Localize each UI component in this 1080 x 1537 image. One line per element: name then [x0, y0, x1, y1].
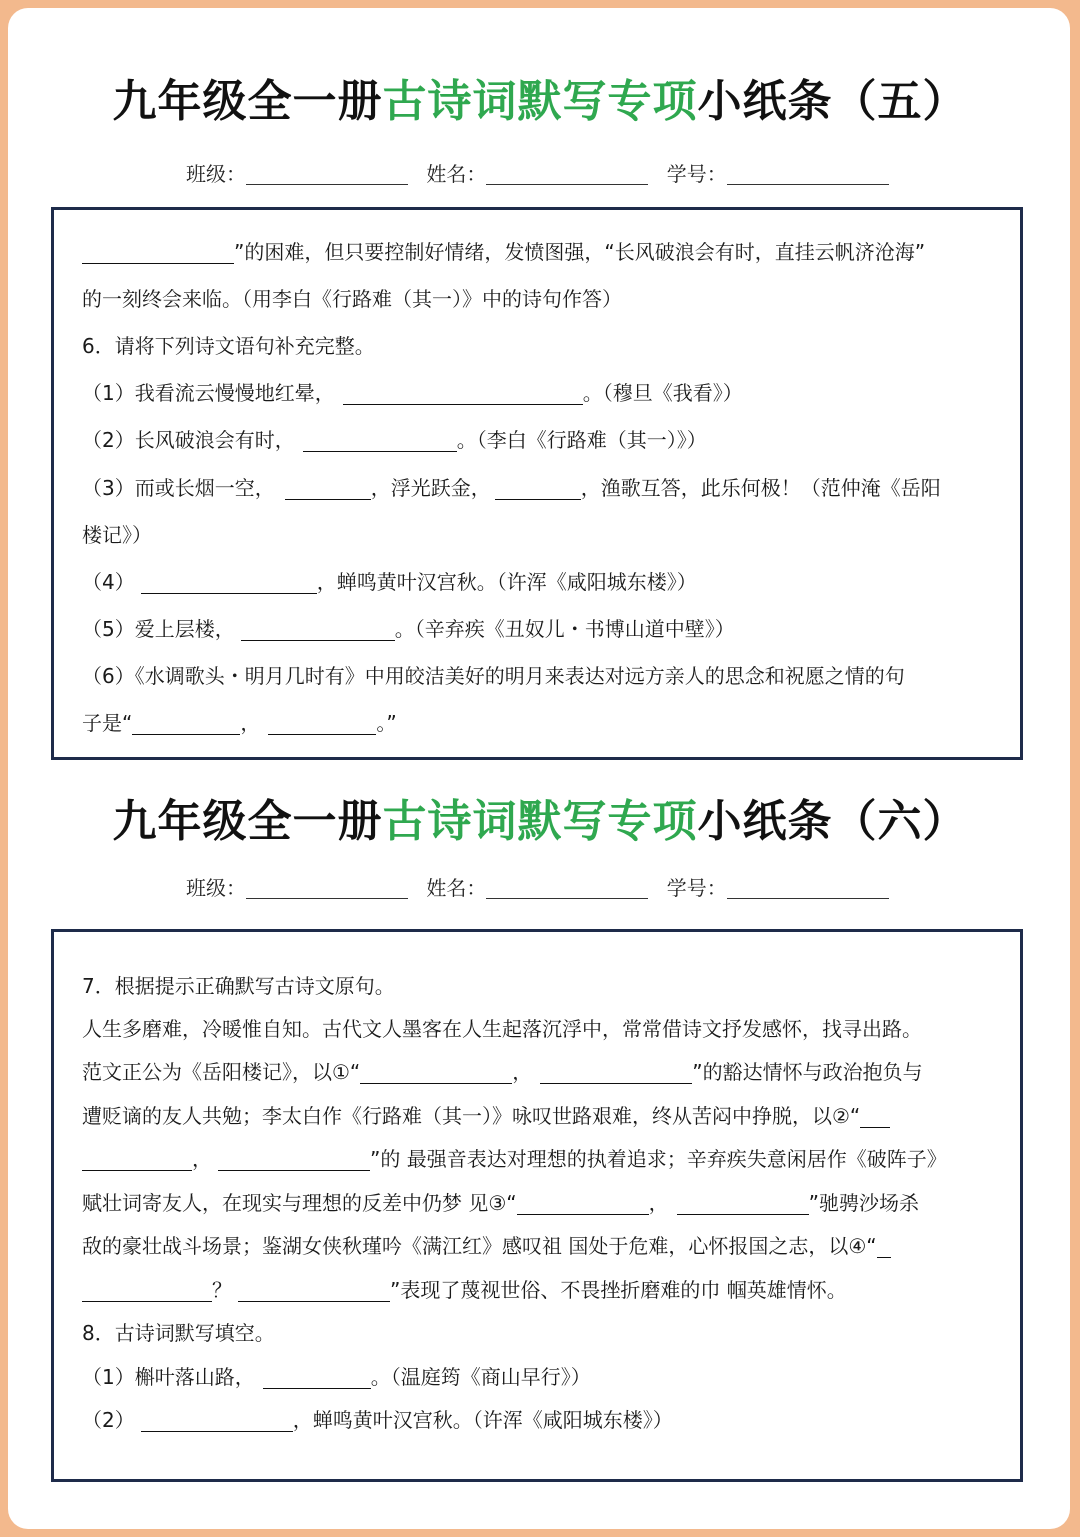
- item-text: ，蝉鸣黄叶汉宫秋。（许浑《咸阳城东楼》）: [316, 570, 697, 594]
- line-text: ”表现了蔑视世俗、不畏挫折磨难的巾 帼英雄情怀。: [390, 1278, 847, 1302]
- item-text: （2）长风破浪会有时，: [82, 428, 295, 452]
- text-line: 楼记》）: [82, 523, 152, 547]
- name-label: 姓名：: [426, 876, 487, 900]
- line-text: 敌的豪壮战斗场景；鉴湖女侠秋瑾吟《满江红》感叹祖 国处于危难，心怀报国之志，以④“: [82, 1234, 877, 1258]
- item-text: （1）我看流云慢慢地红晕，: [82, 381, 335, 405]
- answer-blank[interactable]: [218, 1148, 370, 1171]
- answer-blank[interactable]: [517, 1192, 649, 1215]
- student-number-label: 学号：: [666, 876, 727, 900]
- answer-blank[interactable]: [343, 382, 583, 405]
- title-highlight: 古诗词默写专项: [382, 796, 698, 847]
- text-line: 的一刻终会来临。（用李白《行路难（其一）》中的诗句作答）: [82, 287, 622, 311]
- line-text: 遭贬谪的友人共勉；李太白作《行路难（其一）》咏叹世路艰难，终从苦闷中挣脱，以②“: [82, 1104, 861, 1128]
- line-text: 赋壮词寄友人，在现实与理想的反差中仍梦 见③“: [82, 1191, 517, 1215]
- item-text: ，: [240, 711, 261, 735]
- class-label: 班级：: [186, 162, 246, 186]
- text-line: [82, 1189, 919, 1217]
- item-2: [82, 1406, 673, 1434]
- item-6: （6）《水调歌头・明月几时有》中用皎洁美好的明月来表达对远方亲人的思念和祝愿之情的句: [82, 664, 905, 688]
- question-6-heading: 6．请将下列诗文语句补充完整。: [82, 334, 375, 358]
- item-text: （5）爱上层楼，: [82, 617, 235, 641]
- answer-blank[interactable]: [82, 241, 234, 264]
- answer-blank[interactable]: [268, 712, 376, 735]
- answer-blank[interactable]: [238, 1279, 390, 1302]
- student-number-field[interactable]: [727, 164, 889, 185]
- student-info-row: [186, 160, 901, 188]
- item-text: 。（穆旦《我看》）: [582, 381, 743, 405]
- line-text: ，: [648, 1191, 669, 1215]
- answer-blank[interactable]: [263, 1366, 371, 1389]
- answer-blank[interactable]: [495, 477, 581, 500]
- title-prefix: 九年级全一册: [112, 796, 383, 847]
- item-2: [82, 426, 707, 454]
- text-line: 人生多磨难，冷暖惟自知。古代文人墨客在人生起落沉浮中，常常借诗文抒发感怀，找寻出路。: [82, 1017, 922, 1041]
- question-8-heading: 8．古诗词默写填空。: [82, 1321, 275, 1345]
- answer-blank[interactable]: [241, 618, 395, 641]
- class-label: 班级：: [186, 876, 246, 900]
- line-text: 范文正公为《岳阳楼记》，以①“: [82, 1060, 361, 1084]
- item-text: （4）: [82, 570, 135, 594]
- line-text: ”的困难，但只要控制好情绪，发愤图强，“长风破浪会有时，直挂云帆济沧海”: [234, 240, 926, 264]
- item-text: ，蝉鸣黄叶汉宫秋。（许浑《咸阳城东楼》）: [292, 1408, 673, 1432]
- student-number-field[interactable]: [727, 878, 889, 899]
- class-field[interactable]: [246, 164, 408, 185]
- name-label: 姓名：: [426, 162, 487, 186]
- item-text: 。（温庭筠《商山早行》）: [370, 1365, 591, 1389]
- answer-blank[interactable]: [540, 1061, 692, 1084]
- item-1: [82, 379, 743, 407]
- item-text: （2）: [82, 1408, 135, 1432]
- title-highlight: 古诗词默写专项: [382, 76, 698, 127]
- item-text: ，浮光跃金，: [370, 476, 491, 500]
- answer-blank[interactable]: [860, 1105, 890, 1128]
- text-line: [82, 1276, 847, 1304]
- text-line: [82, 709, 397, 737]
- item-text: （3）而或长烟一空，: [82, 476, 275, 500]
- line-text: ？: [212, 1278, 232, 1302]
- answer-blank[interactable]: [132, 712, 240, 735]
- item-1: [82, 1363, 591, 1391]
- item-text: 。（辛弃疾《丑奴儿・书博山道中壁》）: [394, 617, 735, 641]
- text-line: [82, 1058, 923, 1086]
- student-number-label: 学号：: [666, 162, 727, 186]
- answer-blank[interactable]: [303, 429, 457, 452]
- item-text: 。”: [376, 711, 397, 735]
- answer-blank[interactable]: [82, 1279, 212, 1302]
- item-text: 。（李白《行路难（其一）》）: [456, 428, 707, 452]
- item-text: （1）槲叶落山路，: [82, 1365, 255, 1389]
- text-line: [82, 238, 925, 266]
- page-title-five: [0, 74, 1080, 130]
- title-suffix: 小纸条（六）: [697, 796, 968, 847]
- item-4: [82, 568, 697, 596]
- student-info-row: [186, 874, 901, 902]
- title-suffix: 小纸条（五）: [697, 76, 968, 127]
- answer-blank[interactable]: [285, 477, 371, 500]
- line-text: ”驰骋沙场杀: [808, 1191, 920, 1215]
- answer-blank[interactable]: [360, 1061, 512, 1084]
- item-text: 子是“: [82, 711, 133, 735]
- text-line: [82, 1145, 947, 1173]
- question-7-heading: 7．根据提示正确默写古诗文原句。: [82, 974, 395, 998]
- answer-blank[interactable]: [677, 1192, 809, 1215]
- item-5: [82, 615, 735, 643]
- page-title-six: [0, 794, 1080, 850]
- line-text: ”的豁达情怀与政治抱负与: [692, 1060, 923, 1084]
- answer-blank[interactable]: [141, 571, 317, 594]
- text-line: [82, 1102, 890, 1130]
- answer-blank[interactable]: [82, 1148, 192, 1171]
- title-prefix: 九年级全一册: [112, 76, 383, 127]
- answer-blank[interactable]: [877, 1235, 891, 1258]
- item-text: ，渔歌互答，此乐何极！（范仲淹《岳阳: [580, 476, 941, 500]
- line-text: ，: [192, 1147, 212, 1171]
- line-text: ”的 最强音表达对理想的执着追求；辛弃疾失意闲居作《破阵子》: [370, 1147, 947, 1171]
- item-3: [82, 474, 941, 502]
- text-line: [82, 1232, 891, 1260]
- name-field[interactable]: [486, 164, 648, 185]
- line-text: ，: [512, 1060, 533, 1084]
- answer-blank[interactable]: [141, 1409, 293, 1432]
- name-field[interactable]: [486, 878, 648, 899]
- class-field[interactable]: [246, 878, 408, 899]
